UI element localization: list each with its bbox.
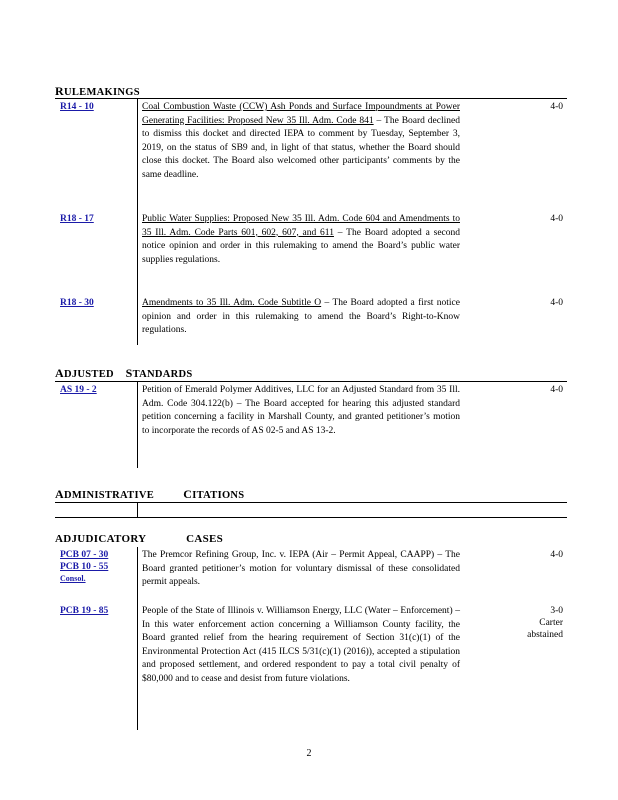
column-divider: [137, 503, 138, 517]
entry-description: Coal Combustion Waste (CCW) Ash Ponds and Surface Impoundments at Power Generating Facilities: Proposed New 35 Ill. Adm. Code 841 – The Board declined to dismiss this docket and directed IEPA to comment by Tuesday, September 3, 2019, on the status of SB9 and, in light of that status, whether the Board should close this docket. The Board also welcomed other participants’ comments by the same deadline.: [142, 102, 460, 180]
vote-tally: 4-0: [550, 385, 563, 395]
docket-link[interactable]: PCB 19 - 85: [60, 606, 109, 616]
rule-line: [55, 98, 567, 99]
column-divider: [137, 382, 138, 468]
docket-link[interactable]: AS 19 - 2: [60, 385, 97, 395]
docket-link[interactable]: R18 - 17: [60, 214, 94, 224]
entry-description: Amendments to 35 Ill. Adm. Code Subtitle O – The Board adopted a first notice opinion and order in this rulemaking to amend the Board’s Right-to-Know regulations.: [142, 298, 460, 335]
section-heading-adjusted-standards: ADJUSTED STANDARDS: [55, 366, 193, 380]
vote-tally: 4-0: [550, 298, 563, 308]
column-divider: [137, 547, 138, 730]
rule-line: [55, 517, 567, 518]
entry-description: Petition of Emerald Polymer Additives, LLC for an Adjusted Standard from 35 Ill. Adm. Code 304.122(b) – The Board accepted for hearing this adjusted standard petition concerning a facility in Marshall County, and granted petitioner’s motion to incorporate the records of AS 02-5 and AS 13-2.: [142, 385, 460, 436]
entry-description: The Premcor Refining Group, Inc. v. IEPA (Air – Permit Appeal, CAAPP) – The Board granted petitioner’s motion for voluntary dismissal of these consolidated permit appeals.: [142, 550, 460, 587]
section-heading-administrative-citations: ADMINISTRATIVE CITATIONS: [55, 487, 245, 501]
rule-line: [55, 381, 567, 382]
docket-link[interactable]: R18 - 30: [60, 298, 94, 308]
vote-tally: 3-0 Carter abstained: [527, 606, 563, 640]
vote-tally: 4-0: [550, 214, 563, 224]
vote-tally: 4-0: [550, 102, 563, 112]
page-number: 2: [306, 748, 312, 759]
vote-tally: 4-0: [550, 550, 563, 560]
docket-link[interactable]: PCB 07 - 30 PCB 10 - 55 Consol.: [60, 550, 109, 583]
rule-line: [55, 502, 567, 503]
column-divider: [137, 99, 138, 345]
section-heading-adjudicatory-cases: ADJUDICATORY CASES: [55, 533, 224, 545]
docket-link[interactable]: R14 - 10: [60, 102, 94, 112]
section-heading-rulemakings: RULEMAKINGS: [55, 84, 140, 98]
entry-description: People of the State of Illinois v. Williamson Energy, LLC (Water – Enforcement) – In this water enforcement action concerning a Williamson County facility, the Board granted relief from the hearing requirement of Section 31(c)(1) of the Environmental Protection Act (415 ILCS 5/31(c)(1) (2016)), accepted a stipulation and proposed settlement, and ordered respondent to pay a total civil penalty of $80,000 and to cease and desist from future violations.: [142, 606, 460, 684]
entry-description: Public Water Supplies: Proposed New 35 Ill. Adm. Code 604 and Amendments to 35 Ill. Adm. Code Parts 601, 602, 607, and 611 – The Board adopted a second notice opinion and order in this rulemaking to amend the Board’s public water supplies regulations.: [142, 214, 461, 265]
